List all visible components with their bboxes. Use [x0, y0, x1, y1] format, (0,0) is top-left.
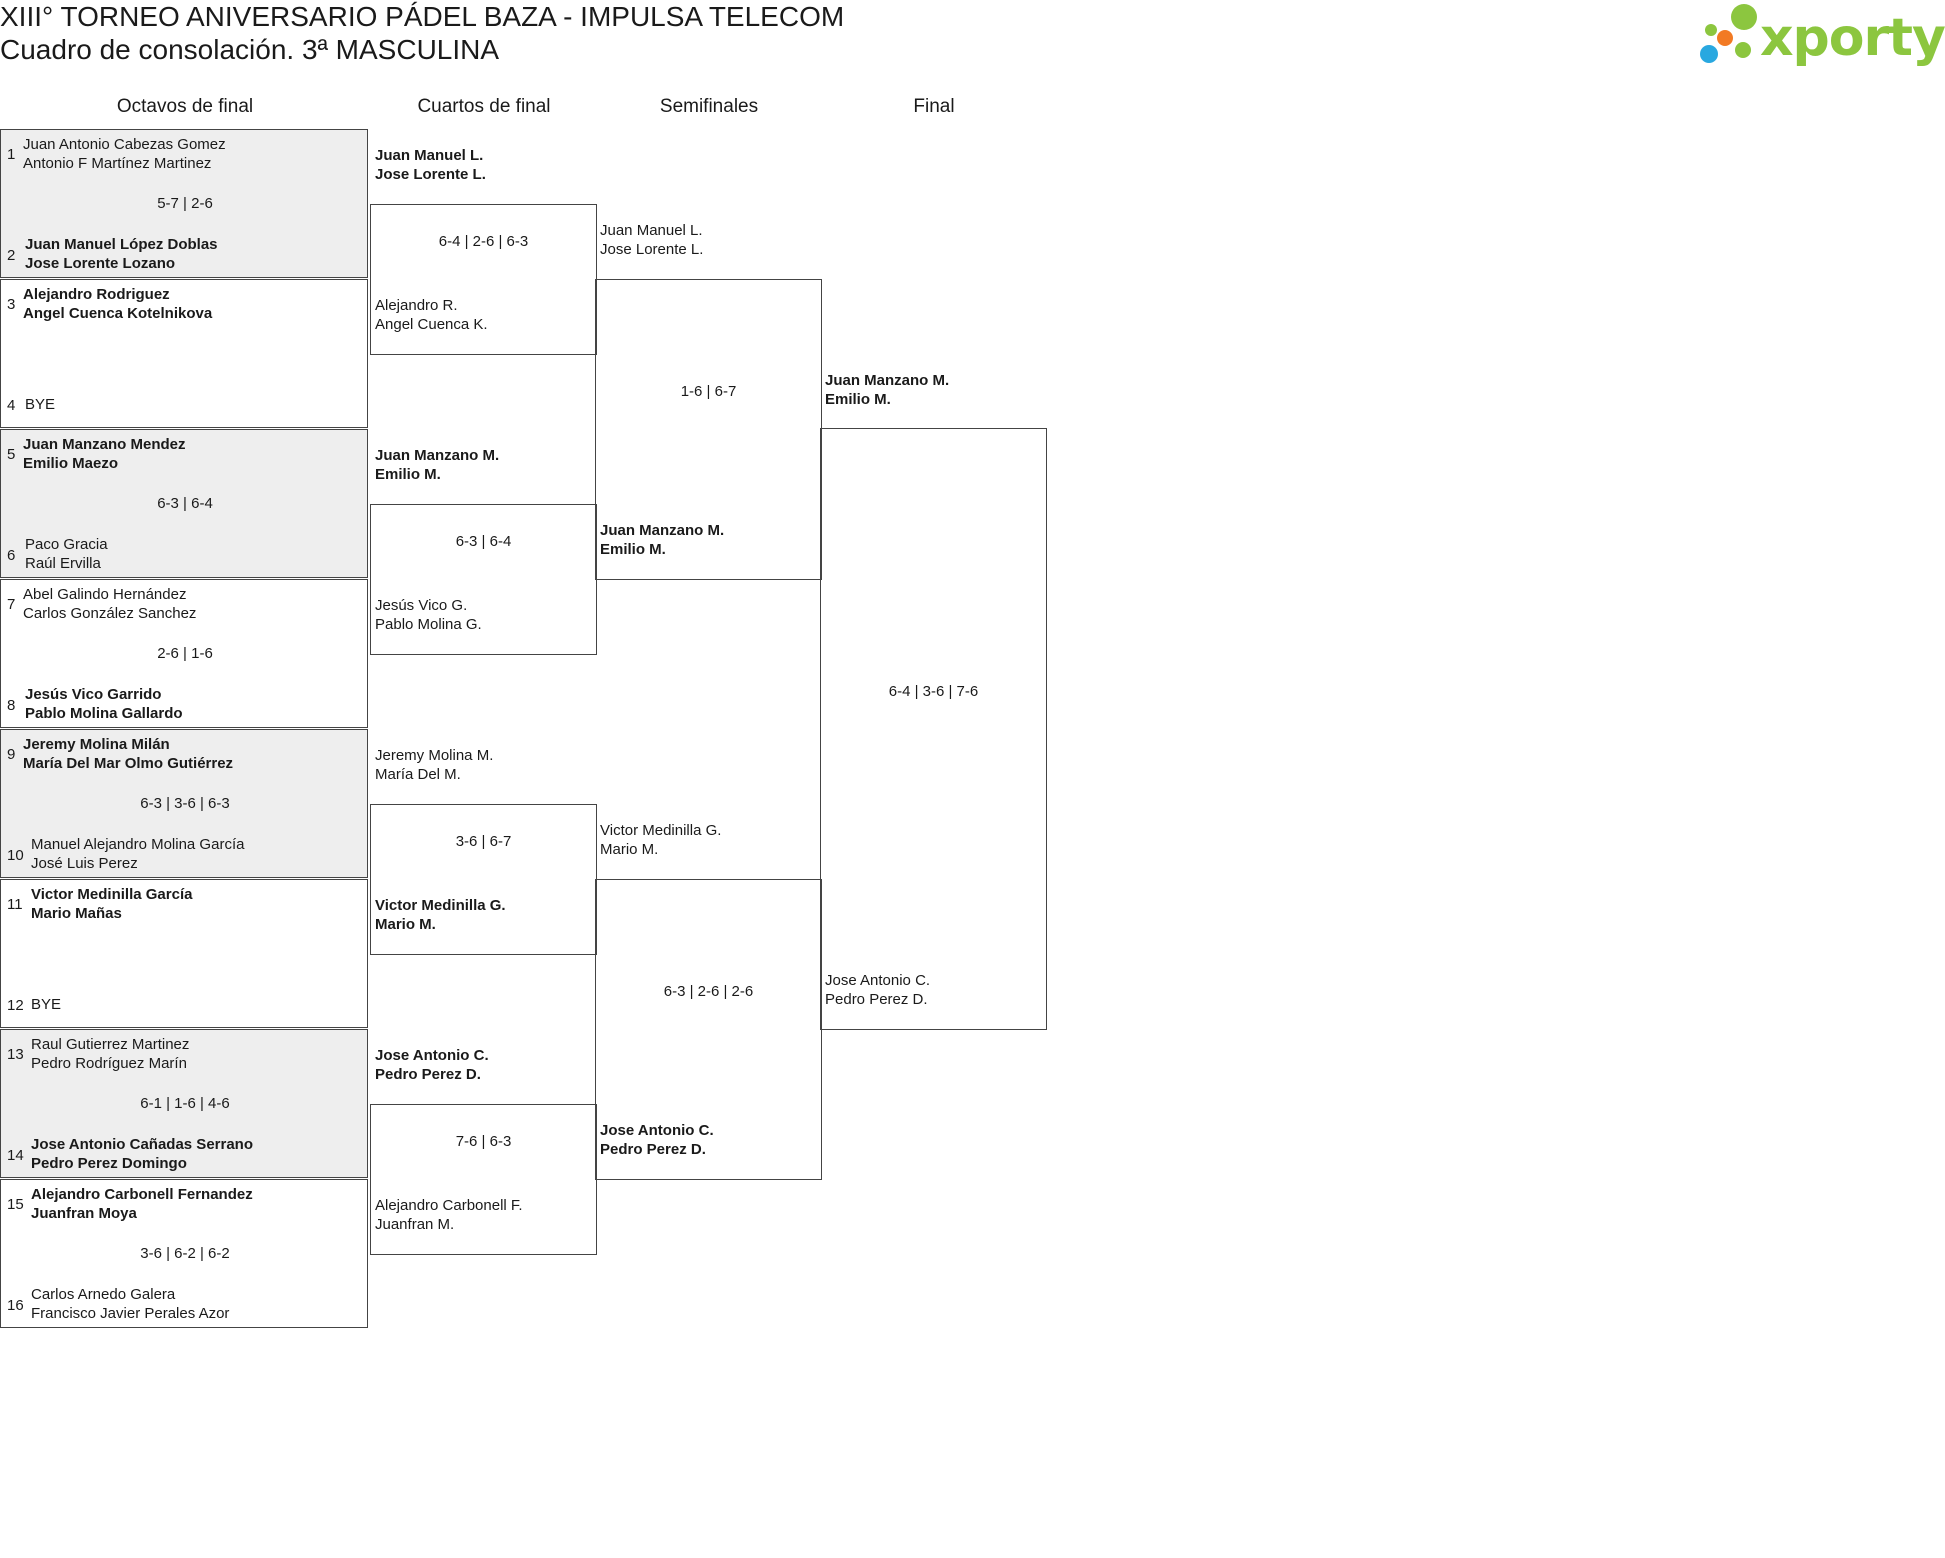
semis-team-top-player-2: Jose Lorente L.	[600, 241, 704, 258]
cuartos-team-top-player-1: Juan Manuel L.	[375, 147, 484, 164]
seed-number: 14	[7, 1147, 24, 1164]
cuartos-team-top-player-1: Jeremy Molina M.	[375, 747, 494, 764]
octavos-team-bottom-player-2: Jose Lorente Lozano	[25, 255, 176, 272]
octavos-team-top-player-1: Juan Manzano Mendez	[23, 436, 186, 453]
semis-team-bottom-player-1: Juan Manzano M.	[600, 522, 725, 539]
match-score: 3-6 | 6-2 | 6-2	[140, 1245, 230, 1262]
octavos-match	[0, 1029, 368, 1178]
octavos-team-bottom-player-1: Manuel Alejandro Molina García	[31, 836, 245, 853]
octavos-team-bottom-player-1: Paco Gracia	[25, 536, 108, 553]
seed-number: 12	[7, 997, 24, 1014]
octavos-team-top	[23, 735, 233, 773]
semis-team-top	[600, 221, 703, 259]
final-team-bottom-player-1: Jose Antonio C.	[825, 972, 931, 989]
octavos-match	[0, 429, 368, 578]
cuartos-team-top	[375, 746, 493, 784]
cuartos-team-bottom-player-2: Mario M.	[375, 916, 436, 933]
octavos-team-bottom	[25, 235, 218, 273]
seed-number: 6	[7, 547, 16, 564]
cuartos-score: 7-6 | 6-3	[455, 1133, 512, 1150]
final-match-box	[820, 428, 1047, 1030]
octavos-team-top-player-2: Juanfran Moya	[31, 1205, 137, 1222]
octavos-team-bottom	[25, 395, 55, 414]
match-score: 6-3 | 6-4	[157, 495, 213, 512]
cuartos-team-top-player-1: Jose Antonio C.	[375, 1047, 489, 1064]
cuartos-score: 3-6 | 6-7	[455, 833, 512, 850]
match-score: 5-7 | 2-6	[157, 195, 213, 212]
octavos-team-bottom-player-2: Francisco Javier Perales Azor	[31, 1305, 230, 1322]
octavos-team-top-player-1: Juan Antonio Cabezas Gomez	[23, 136, 226, 153]
octavos-team-bottom	[31, 835, 244, 873]
semis-team-top-player-2: Mario M.	[600, 841, 659, 858]
seed-number: 16	[7, 1297, 24, 1314]
cuartos-team-top-player-2: María Del M.	[375, 766, 461, 783]
cuartos-team-bottom-player-1: Alejandro Carbonell F.	[375, 1197, 523, 1214]
match-score: 2-6 | 1-6	[157, 645, 213, 662]
xporty-logo	[1698, 0, 1945, 72]
cuartos-team-bottom	[375, 296, 488, 334]
octavos-team-top-player-2: Antonio F Martínez Martinez	[23, 155, 212, 172]
logo-text: xporty	[1760, 8, 1945, 68]
octavos-match	[0, 1179, 368, 1328]
octavos-team-bottom-player-2: Pablo Molina Gallardo	[25, 705, 183, 722]
octavos-team-bottom-player-1: BYE	[25, 396, 56, 413]
octavos-team-top-player-2: Emilio Maezo	[23, 455, 119, 472]
cuartos-team-top-player-1: Juan Manzano M.	[375, 447, 500, 464]
final-score: 6-4 | 3-6 | 7-6	[888, 683, 979, 700]
match-score: 6-1 | 1-6 | 4-6	[140, 1095, 230, 1112]
cuartos-team-top-player-2: Jose Lorente L.	[375, 166, 486, 183]
final-team-top-player-1: Juan Manzano M.	[825, 372, 950, 389]
bracket-subtitle: Cuadro de consolación. 3ª MASCULINA	[0, 34, 500, 65]
octavos-match	[0, 579, 368, 728]
octavos-team-top	[31, 885, 192, 923]
seed-number: 7	[7, 596, 16, 613]
cuartos-team-top-player-2: Pedro Perez D.	[375, 1066, 481, 1083]
octavos-team-top-player-2: Mario Mañas	[31, 905, 122, 922]
seed-number: 4	[7, 397, 16, 414]
octavos-team-bottom	[31, 995, 61, 1014]
octavos-team-bottom-player-1: BYE	[31, 996, 62, 1013]
cuartos-team-top	[375, 1046, 489, 1084]
cuartos-team-bottom-player-1: Jesús Vico G.	[375, 597, 468, 614]
octavos-team-top-player-1: Alejandro Carbonell Fernandez	[31, 1186, 253, 1203]
seed-number: 13	[7, 1046, 24, 1063]
octavos-team-top-player-2: Pedro Rodríguez Marín	[31, 1055, 187, 1072]
round-header-semis: Semifinales	[659, 96, 759, 117]
cuartos-team-bottom	[375, 596, 482, 634]
seed-number: 5	[7, 446, 16, 463]
octavos-team-bottom	[31, 1135, 253, 1173]
octavos-team-bottom-player-1: Jesús Vico Garrido	[25, 686, 162, 703]
octavos-team-bottom-player-1: Juan Manuel López Doblas	[25, 236, 218, 253]
octavos-team-top	[23, 585, 196, 623]
round-header-cuartos: Cuartos de final	[417, 96, 551, 117]
octavos-team-top-player-2: Angel Cuenca Kotelnikova	[23, 305, 213, 322]
cuartos-score: 6-3 | 6-4	[455, 533, 512, 550]
octavos-team-bottom-player-2: Raúl Ervilla	[25, 555, 101, 572]
final-team-top-player-2: Emilio M.	[825, 391, 891, 408]
semis-team-bottom-player-1: Jose Antonio C.	[600, 1122, 714, 1139]
semis-score: 6-3 | 2-6 | 2-6	[663, 983, 754, 1000]
seed-number: 15	[7, 1196, 24, 1213]
cuartos-team-top	[375, 146, 486, 184]
final-team-bottom	[825, 971, 930, 1009]
seed-number: 10	[7, 847, 24, 864]
cuartos-team-top	[375, 446, 499, 484]
final-team-top	[825, 371, 949, 409]
octavos-team-bottom-player-2: Pedro Perez Domingo	[31, 1155, 187, 1172]
semis-team-bottom-player-2: Pedro Perez D.	[600, 1141, 706, 1158]
seed-number: 3	[7, 296, 16, 313]
octavos-team-top	[31, 1035, 189, 1073]
semis-team-top-player-1: Victor Medinilla G.	[600, 822, 722, 839]
cuartos-team-bottom	[375, 896, 506, 934]
octavos-team-bottom	[25, 685, 183, 723]
round-header-final: Final	[913, 96, 955, 117]
octavos-match	[0, 729, 368, 878]
cuartos-team-bottom-player-1: Alejandro R.	[375, 297, 458, 314]
octavos-team-top-player-1: Raul Gutierrez Martinez	[31, 1036, 190, 1053]
octavos-team-bottom-player-2: José Luis Perez	[31, 855, 138, 872]
octavos-team-bottom	[25, 535, 108, 573]
octavos-team-top	[23, 135, 226, 173]
final-team-bottom-player-2: Pedro Perez D.	[825, 991, 928, 1008]
seed-number: 2	[7, 247, 16, 264]
seed-number: 1	[7, 146, 16, 163]
octavos-team-top-player-1: Abel Galindo Hernández	[23, 586, 187, 603]
octavos-team-top-player-2: Carlos González Sanchez	[23, 605, 197, 622]
seed-number: 11	[7, 896, 23, 913]
semis-team-top-player-1: Juan Manuel L.	[600, 222, 703, 239]
round-header-octavos: Octavos de final	[116, 96, 254, 117]
octavos-team-top	[23, 435, 186, 473]
octavos-team-bottom	[31, 1285, 229, 1323]
octavos-match	[0, 279, 368, 428]
semis-team-bottom-player-2: Emilio M.	[600, 541, 666, 558]
cuartos-team-bottom	[375, 1196, 523, 1234]
semis-team-top	[600, 821, 721, 859]
semis-score: 1-6 | 6-7	[680, 383, 737, 400]
octavos-team-top	[31, 1185, 253, 1223]
cuartos-score: 6-4 | 2-6 | 6-3	[438, 233, 529, 250]
octavos-match	[0, 879, 368, 1028]
semis-team-bottom	[600, 521, 724, 559]
octavos-team-top-player-1: Victor Medinilla García	[31, 886, 193, 903]
octavos-team-bottom-player-1: Carlos Arnedo Galera	[31, 1286, 176, 1303]
octavos-team-top	[23, 285, 212, 323]
octavos-team-top-player-2: María Del Mar Olmo Gutiérrez	[23, 755, 234, 772]
octavos-match	[0, 129, 368, 278]
octavos-team-top-player-1: Jeremy Molina Milán	[23, 736, 170, 753]
cuartos-team-bottom-player-2: Angel Cuenca K.	[375, 316, 488, 333]
cuartos-team-top-player-2: Emilio M.	[375, 466, 441, 483]
cuartos-team-bottom-player-2: Juanfran M.	[375, 1216, 455, 1233]
seed-number: 9	[7, 746, 16, 763]
cuartos-team-bottom-player-2: Pablo Molina G.	[375, 616, 482, 633]
octavos-team-bottom-player-1: Jose Antonio Cañadas Serrano	[31, 1136, 253, 1153]
match-score: 6-3 | 3-6 | 6-3	[140, 795, 230, 812]
tournament-title: XIII° TORNEO ANIVERSARIO PÁDEL BAZA - IMPULSA TELECOM	[0, 1, 845, 32]
logo-dots-icon	[1698, 0, 1760, 72]
semis-team-bottom	[600, 1121, 714, 1159]
octavos-team-top-player-1: Alejandro Rodriguez	[23, 286, 170, 303]
cuartos-team-bottom-player-1: Victor Medinilla G.	[375, 897, 506, 914]
seed-number: 8	[7, 697, 16, 714]
